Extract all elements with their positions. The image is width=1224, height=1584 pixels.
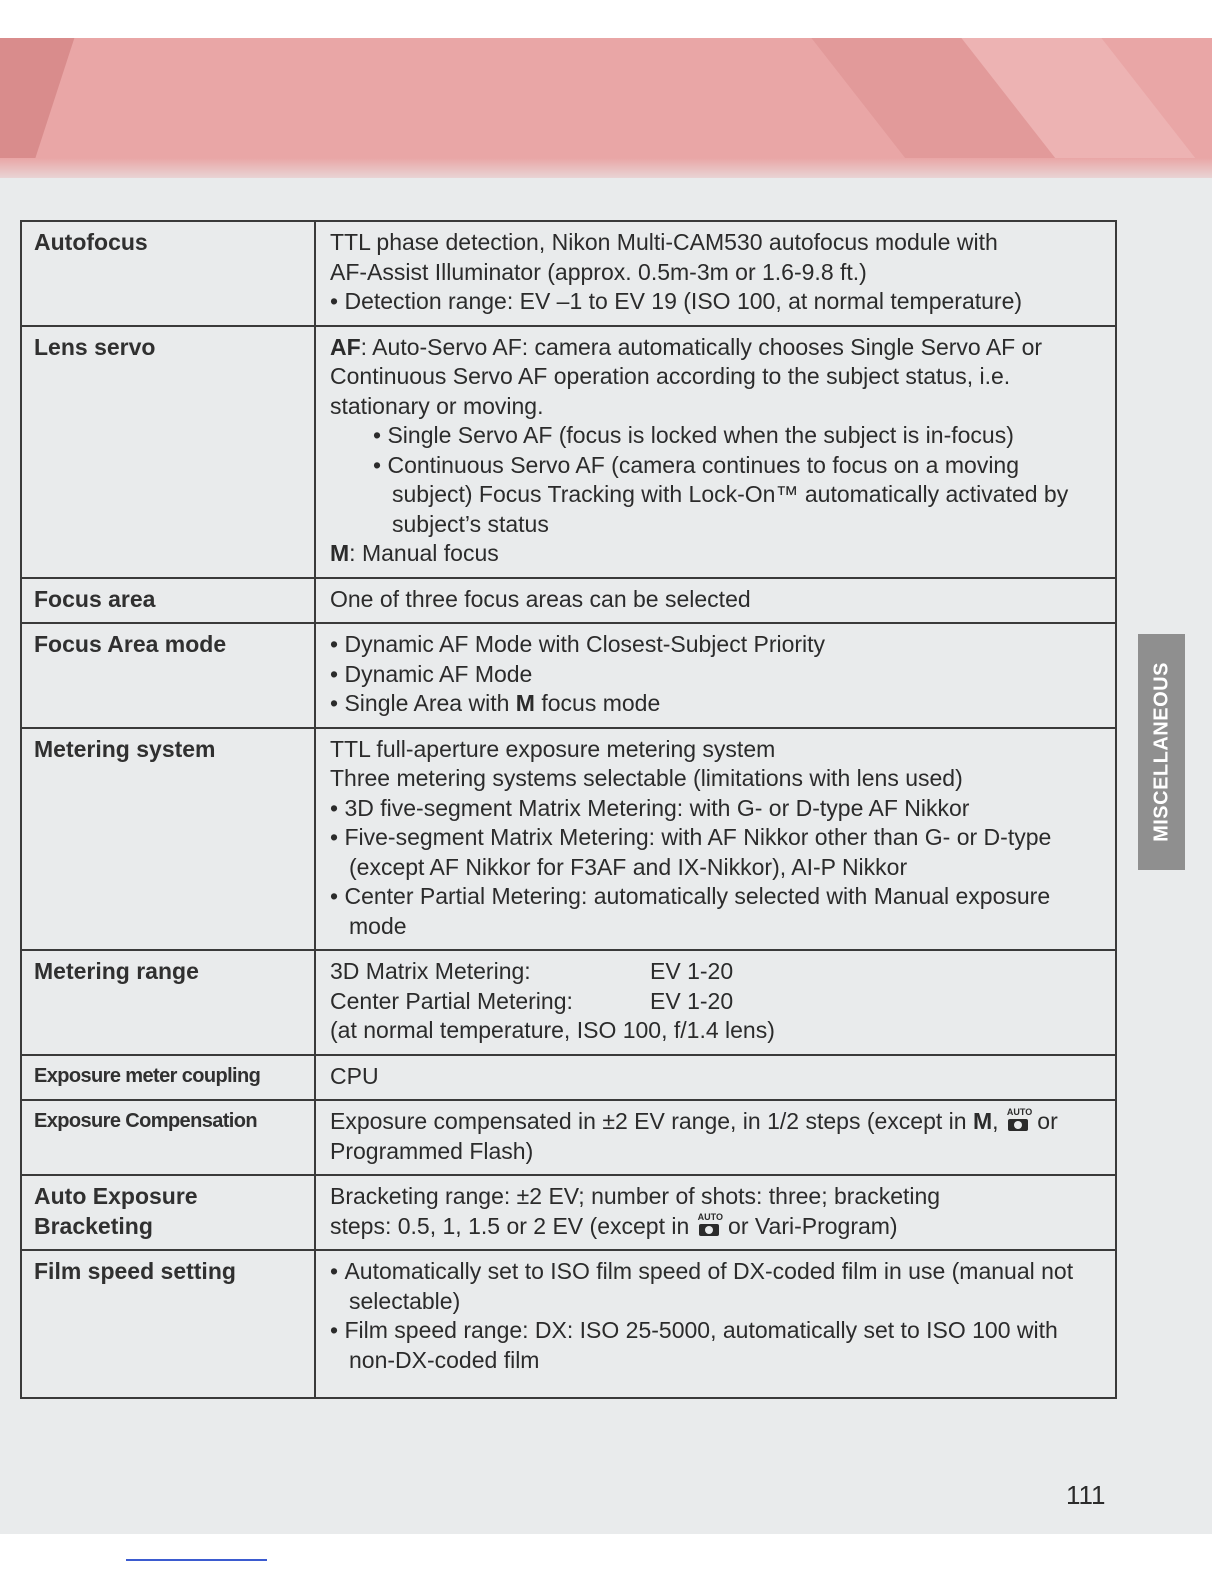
auto-icon-label: AUTO — [697, 1211, 723, 1222]
text-line — [330, 957, 1103, 987]
text-segment: Exposure compensated in ±2 EV range, in 1/2 steps (except in — [330, 1108, 973, 1134]
spec-label-exposure-meter-coupling: Exposure meter coupling — [21, 1055, 315, 1101]
specifications-table — [20, 220, 1117, 1399]
auto-icon-label: AUTO — [1006, 1107, 1033, 1117]
mode-key: M — [515, 690, 535, 716]
table-row — [21, 1100, 1116, 1175]
text-line: TTL phase detection, Nikon Multi-CAM530 autofocus module with — [330, 229, 998, 255]
auto-mode-camera-icon — [1006, 1107, 1033, 1133]
spec-value-focus-area-mode — [315, 623, 1116, 728]
section-tab-label: MISCELLANEOUS — [1150, 662, 1172, 842]
spec-label-focus-area-mode: Focus Area mode — [21, 623, 315, 728]
mode-description: : Auto-Servo AF: camera automatically chooses Single Servo AF or Continuous Servo AF operation according to the subject status, i.e. stationary or moving. — [330, 333, 1043, 419]
bottom-rule — [126, 1559, 267, 1561]
spec-label-exposure-compensation: Exposure Compensation — [21, 1100, 315, 1175]
text-line: Bracketing range: ±2 EV; number of shots: three; bracketing — [330, 1183, 941, 1209]
text-line — [330, 1212, 1103, 1242]
metering-value: EV 1-20 — [650, 987, 734, 1014]
table-row — [21, 1175, 1116, 1250]
page-number: 111 — [1066, 1480, 1106, 1510]
bullet-item: • Dynamic AF Mode with Closest-Subject Priority — [330, 630, 1103, 660]
spec-label-film-speed-setting: Film speed setting — [21, 1250, 315, 1398]
camera-shape — [1008, 1119, 1028, 1131]
spec-value-film-speed-setting — [315, 1250, 1116, 1398]
mode-key: AF — [330, 333, 361, 360]
bullet-text: Single Area with — [344, 690, 516, 716]
spec-label-autofocus: Autofocus — [21, 221, 315, 326]
text-line — [330, 987, 1103, 1017]
table-row — [21, 950, 1116, 1055]
table-row — [21, 578, 1116, 624]
spec-label-metering-system: Metering system — [21, 728, 315, 951]
text-segment: steps: 0.5, 1, 1.5 or 2 EV (except in — [330, 1212, 696, 1239]
text-line — [330, 539, 1103, 569]
camera-shape — [699, 1224, 719, 1236]
spec-value-exposure-compensation: Exposure compensated in ±2 EV range, in 1/2 steps (except in M, AUTO or Programmed Flash) — [315, 1100, 1116, 1175]
decorative-fade — [0, 158, 1212, 178]
bullet-text: focus mode — [534, 690, 661, 716]
metering-name: Center Partial Metering: — [330, 987, 573, 1014]
spec-value-metering-range — [315, 950, 1116, 1055]
bullet-item: • Single Servo AF (focus is locked when the subject is in-focus) — [330, 421, 1103, 451]
text-line: Three metering systems selectable (limitations with lens used) — [330, 765, 963, 791]
text-line: One of three focus areas can be selected — [330, 585, 751, 612]
text-line: TTL full-aperture exposure metering system — [330, 735, 776, 762]
decorative-header-band — [0, 38, 1212, 178]
mode-description: : Manual focus — [349, 540, 499, 566]
text-line: CPU — [330, 1062, 379, 1089]
table-row — [21, 326, 1116, 578]
spec-label-auto-exposure-bracketing: Auto Exposure Bracketing — [21, 1175, 315, 1250]
decorative-stripe — [0, 38, 81, 178]
bullet-item: • Five-segment Matrix Metering: with AF Nikkor other than G- or D-type (except AF Nikkor for F3AF and IX-Nikkor), AI-P Nikkor — [330, 823, 1103, 882]
text-segment: or Programmed Flash) — [330, 1108, 1058, 1164]
spec-value-lens-servo — [315, 326, 1116, 578]
bullet-item: • Detection range: EV –1 to EV 19 (ISO 100, at normal temperature) — [330, 287, 1103, 317]
spec-value-focus-area — [315, 578, 1116, 624]
table-row — [21, 221, 1116, 326]
auto-mode-camera-icon — [697, 1211, 723, 1238]
text-segment: or Vari-Program) — [721, 1212, 898, 1239]
mode-key: M — [972, 1108, 993, 1134]
spec-value-autofocus — [315, 221, 1116, 326]
spec-value-exposure-meter-coupling — [315, 1055, 1116, 1101]
bullet-item: • 3D five-segment Matrix Metering: with G- or D-type AF Nikkor — [330, 794, 1103, 824]
bullet-item: • Automatically set to ISO film speed of DX-coded film in use (manual not selectable) — [330, 1257, 1103, 1316]
manual-page — [0, 38, 1212, 1534]
section-tab — [1138, 634, 1185, 870]
metering-value: EV 1-20 — [650, 958, 734, 984]
bullet-item: • Film speed range: DX: ISO 25-5000, automatically set to ISO 100 with non-DX-coded film — [330, 1316, 1103, 1375]
bullet-item: • Center Partial Metering: automatically selected with Manual exposure mode — [330, 882, 1103, 941]
mode-key: M — [330, 540, 350, 566]
bullet-item — [330, 689, 1103, 719]
spec-label-lens-servo: Lens servo — [21, 326, 315, 578]
table-row — [21, 1250, 1116, 1398]
spec-value-auto-exposure-bracketing — [315, 1175, 1116, 1250]
text-line: (at normal temperature, ISO 100, f/1.4 lens) — [330, 1017, 775, 1043]
bullet-item: • Continuous Servo AF (camera continues to focus on a moving subject) Focus Tracking with Lock-On™ automatically activated by subject’s status — [330, 451, 1103, 540]
text-line — [330, 333, 1103, 422]
spec-value-metering-system — [315, 728, 1116, 951]
text-line: AF-Assist Illuminator (approx. 0.5m-3m or 1.6-9.8 ft.) — [330, 258, 867, 285]
spec-label-metering-range: Metering range — [21, 950, 315, 1055]
table-row — [21, 623, 1116, 728]
table-row — [21, 1055, 1116, 1101]
metering-name: 3D Matrix Metering: — [330, 958, 531, 984]
spec-label-focus-area: Focus area — [21, 578, 315, 624]
table-row — [21, 728, 1116, 951]
bullet-item: • Dynamic AF Mode — [330, 660, 1103, 690]
